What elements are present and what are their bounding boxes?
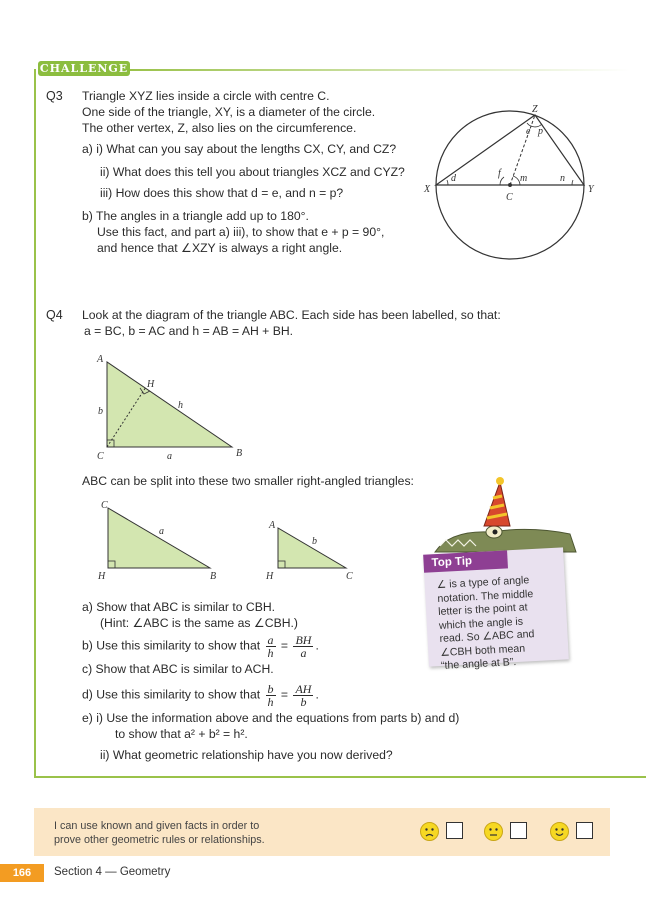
section-title: Section 4 — Geometry [54,866,171,878]
top-tip-text [436,573,565,674]
top-tip-line: read. So ∠ABC and [439,628,535,645]
small1-label-side: a [159,526,164,537]
q4-part-e-ii: ii) What geometric relationship have you now derived? [100,748,393,762]
page-number: 166 [0,864,44,882]
label-n: n [560,173,565,184]
label-c-vertex: C [97,451,104,462]
party-hat-icon [484,482,510,526]
label-side-h: h [178,400,183,411]
q4-part-a-hint: (Hint: ∠ABC is the same as ∠CBH.) [100,616,298,630]
label-z: Z [532,104,538,115]
small2-label-side: b [312,536,317,547]
q4-part-c: c) Show that ABC is similar to ACH. [82,662,274,676]
q4-split-text: ABC can be split into these two smaller right-angled triangles: [82,474,414,488]
neutral-face-icon [484,822,503,841]
label-x: X [424,184,431,195]
q4-part-d: d) Use this similarity to show that $\frac{b}{h}$ = $\frac{AH}{b}$ . [82,682,319,709]
q3-intro-3: The other vertex, Z, also lies on the circumference. [82,121,357,135]
q3-part-b-3: and hence that ∠XZY is always a right angle. [97,241,343,255]
fraction-a-over-h: $\frac{a}{h}$ [267,633,274,660]
label-a-vertex: A [97,354,104,365]
self-assessment-text [54,819,314,847]
label-b-vertex: B [236,448,243,459]
fraction-ah-over-b: $\frac{AH}{b}$ [295,682,312,709]
q4-part-b-text: b) Use this similarity to show that [82,638,261,653]
top-tip-line: letter is the point at [437,601,528,619]
self-assessment-line-2: prove other geometric rules or relationships. [54,834,265,846]
self-assessment-box [34,808,610,856]
label-f: f [498,168,501,179]
small2-label-top: A [269,520,276,531]
q3-circle-diagram [420,100,600,280]
challenge-top-rule [130,69,630,71]
label-y: Y [588,184,594,195]
small1-label-top: C [101,500,108,511]
top-tip-card [423,547,569,672]
triangle-abc-shape [107,362,232,447]
self-assessment-line-1: I can use known and given facts in order to [54,820,260,832]
small1-label-br: B [210,571,217,582]
q3-intro-1: Triangle XYZ lies inside a circle with centre C. [82,89,330,103]
small1-label-bl: H [98,571,106,582]
q4-triangle-abc [92,352,252,464]
triangle-ach-shape [278,528,346,568]
label-p: p [538,126,543,137]
small-triangle-ach [262,516,362,584]
q4-part-b: b) Use this similarity to show that $\frac{a}{h}$ = $\frac{BH}{a}$ . [82,633,319,660]
fraction-bh-over-a: $\frac{BH}{a}$ [295,633,312,660]
q4-part-e-i-2: to show that a² + b² = h². [115,727,248,741]
q4-part-d-text: d) Use this similarity to show that [82,687,261,702]
top-tip-line: ∠ is a type of angle [436,574,530,592]
small-triangle-cbh [92,496,222,584]
q4-part-e-i: e) i) Use the information above and the equations from parts b) and d) [82,711,460,725]
label-c: C [506,192,513,203]
happy-face-icon [550,822,569,841]
label-side-a: a [167,451,172,462]
crocodile-illustration [430,474,580,558]
tickbox-happy[interactable] [576,822,593,839]
label-m: m [520,173,528,184]
q3-intro-2: One side of the triangle, XY, is a diameter of the circle. [82,105,376,119]
q4-intro-2: a = BC, b = AC and h = AB = AH + BH. [84,324,294,338]
q3-part-b-2: Use this fact, and part a) iii), to show that e + p = 90°, [97,225,385,239]
challenge-badge: CHALLENGE [39,62,129,75]
triangle-cbh-shape [108,508,210,568]
top-tip-line: which the angle is [438,615,524,632]
centre-point [508,183,512,187]
top-tip-line: ∠CBH both mean [439,642,526,659]
q3-part-b-1: b) The angles in a triangle add up to 180°. [82,209,309,223]
small2-label-br: C [346,571,353,582]
q4-part-a: a) Show that ABC is similar to CBH. [82,600,276,614]
q3-part-a-ii: ii) What does this tell you about triangles XCZ and CYZ? [100,165,405,179]
sad-face-icon [420,822,439,841]
q3-number: Q3 [46,89,63,103]
q3-part-a-iii: iii) How does this show that d = e, and n = p? [100,186,344,200]
q3-part-a-i: a) i) What can you say about the lengths CX, CY, and CZ? [82,142,397,156]
q4-intro-1: Look at the diagram of the triangle ABC. Each side has been labelled, so that: [82,308,501,322]
label-e: e [526,126,531,137]
tickbox-neutral[interactable] [510,822,527,839]
label-d: d [451,173,456,184]
q4-number: Q4 [46,308,63,322]
fraction-b-over-h: $\frac{b}{h}$ [267,682,274,709]
label-h-vertex: H [147,379,155,390]
label-side-b: b [98,406,103,417]
top-tip-line: “the angle at B”. [440,656,517,672]
tickbox-sad[interactable] [446,822,463,839]
top-tip-line: notation. The middle [437,587,534,605]
top-tip-title: Top Tip [423,550,508,572]
small2-label-bl: H [266,571,274,582]
